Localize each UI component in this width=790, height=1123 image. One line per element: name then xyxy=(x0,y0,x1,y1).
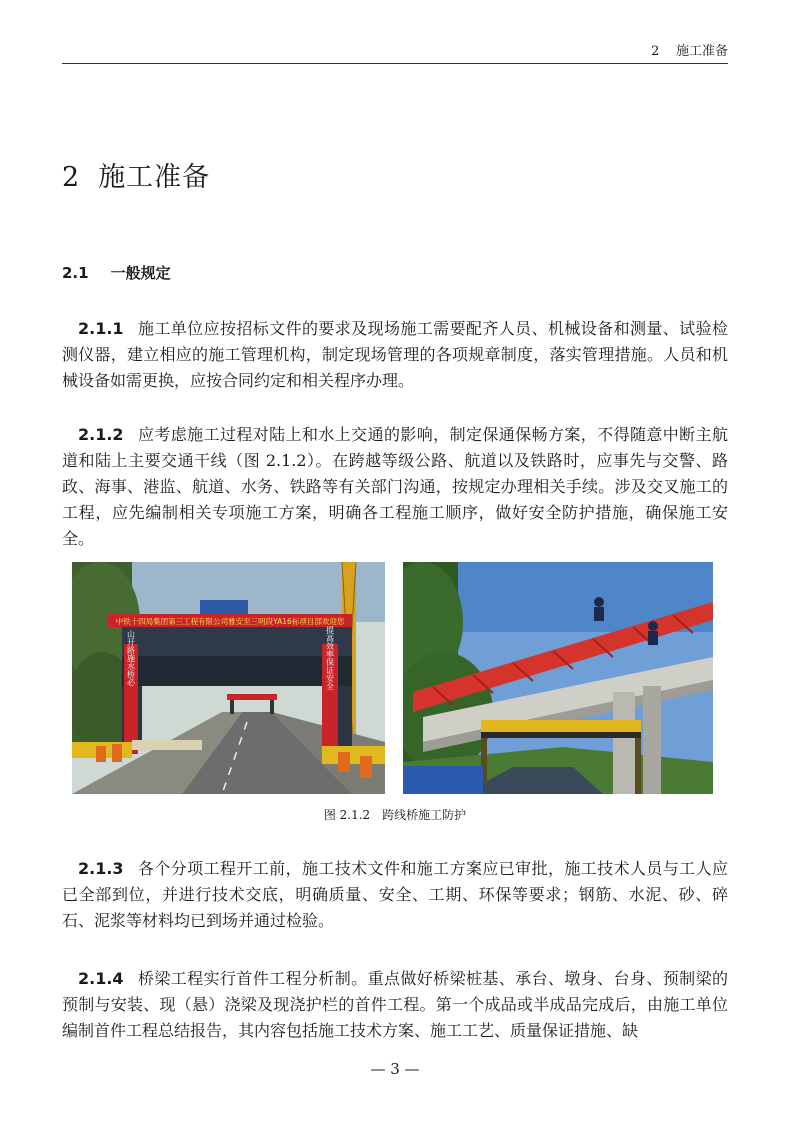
gantry-banner-text: 中铁十四局集团第三工程有限公司雅安至三明段YA16标项目部欢迎您 xyxy=(115,617,345,626)
clause-paragraph xyxy=(62,966,728,1044)
figure-number: 图 2.1.2 xyxy=(323,808,371,822)
clause-number: 2.1.1 xyxy=(78,319,124,338)
clause-number: 2.1.2 xyxy=(78,425,124,444)
figure-caption-text: 跨线桥施工防护 xyxy=(382,808,467,822)
section-title: 一般规定 xyxy=(110,264,171,282)
figure-photo-road-gantry xyxy=(72,562,385,794)
chapter-number: 2 xyxy=(62,162,81,193)
running-header-chapter-number: 2 xyxy=(651,44,660,59)
clause-paragraph xyxy=(62,316,728,394)
clause-text: 应考虑施工过程对陆上和水上交通的影响，制定保通保畅方案，不得随意中断主航道和陆上主要交通干线（图 2.1.2）。在跨越等级公路、航道以及铁路时，应事先与交警、路政、海事、港监、航道、水务、铁路等有关部门沟通，按规定办理相关手续。涉及交叉施工的工程，应先编制相关专项施工方案，明确各工程施工顺序，做好安全防护措施，确保施工安全。 xyxy=(62,425,728,548)
section-number: 2.1 xyxy=(62,264,89,282)
clause-text: 各个分项工程开工前，施工技术文件和施工方案应已审批，施工技术人员与工人应已全部到位，并进行技术交底，明确质量、安全、工期、环保等要求；钢筋、水泥、砂、碎石、泥浆等材料均已到场并通过检验。 xyxy=(62,859,728,930)
gantry-right-sign-text: 提高效率保证安全 xyxy=(325,626,335,690)
section-heading xyxy=(62,262,171,283)
clause-paragraph xyxy=(62,856,728,934)
clause-paragraph xyxy=(62,422,728,552)
clause-text: 施工单位应按招标文件的要求及现场施工需要配齐人员、机械设备和测量、试验检测仪器，建立相应的施工管理机构，制定现场管理的各项规章制度，落实管理措施。人员和机械设备如需更换，应按合同约定和相关程序办理。 xyxy=(62,319,728,390)
figure-photo-bridge-launcher xyxy=(403,562,713,794)
chapter-name: 施工准备 xyxy=(98,162,211,193)
chapter-title xyxy=(62,155,210,194)
running-header xyxy=(62,40,728,60)
clause-number: 2.1.3 xyxy=(78,859,124,878)
header-rule xyxy=(62,63,728,64)
page-number: — 3 — xyxy=(370,1060,420,1078)
running-header-chapter-name: 施工准备 xyxy=(675,44,728,59)
gantry-left-sign-text: 山开路施水桥必 xyxy=(126,630,136,686)
figure-caption xyxy=(0,806,790,823)
clause-number: 2.1.4 xyxy=(78,969,124,988)
clause-text: 桥梁工程实行首件工程分析制。重点做好桥梁桩基、承台、墩身、台身、预制梁的预制与安装、现（悬）浇梁及现浇护栏的首件工程。第一个成品或半成品完成后，由施工单位编制首件工程总结报告，其内容包括施工技术方案、施工工艺、质量保证措施、缺 xyxy=(62,969,728,1040)
